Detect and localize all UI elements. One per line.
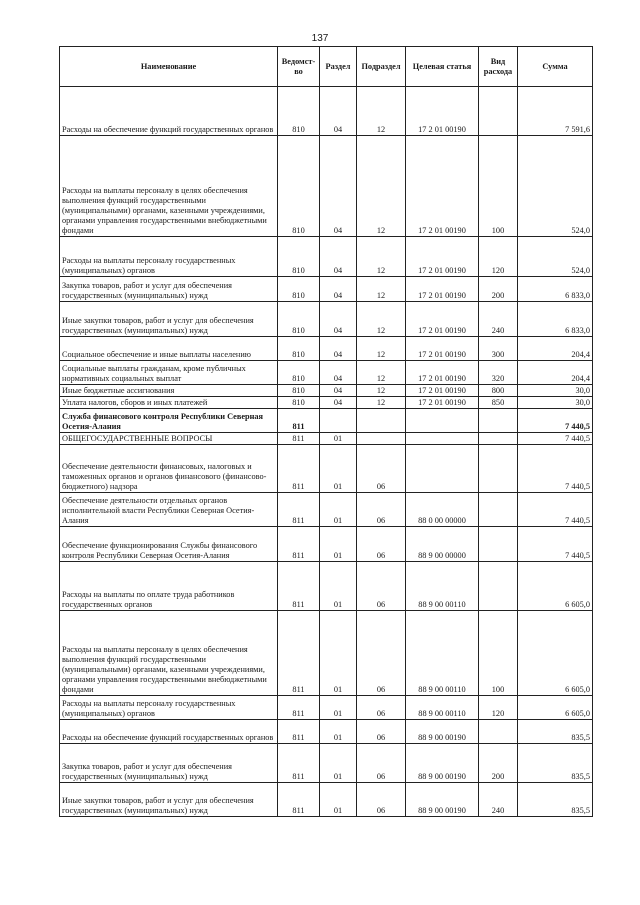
row-section: 04: [320, 237, 357, 277]
row-name: Расходы на выплаты персоналу государственных (муниципальных) органов: [60, 696, 278, 720]
table-row: [60, 744, 593, 783]
table-row: [60, 302, 593, 337]
row-kind: [479, 720, 518, 744]
row-dept: 811: [278, 611, 320, 696]
row-dept: 810: [278, 87, 320, 136]
row-kind: [479, 445, 518, 493]
row-name: Иные закупки товаров, работ и услуг для обеспечения государственных (муниципальных) нужд: [60, 302, 278, 337]
row-kind: [479, 562, 518, 611]
row-kind: 120: [479, 696, 518, 720]
row-sum: 6 605,0: [518, 562, 593, 611]
table-row: [60, 136, 593, 237]
row-kind: 300: [479, 337, 518, 361]
row-subsection: [357, 409, 406, 433]
table-row: [60, 783, 593, 817]
row-kind: 800: [479, 385, 518, 397]
table-row: [60, 87, 593, 136]
row-subsection: 12: [357, 337, 406, 361]
row-subsection: 12: [357, 397, 406, 409]
row-dept: 810: [278, 361, 320, 385]
row-section: 04: [320, 277, 357, 302]
page-number: 137: [311, 33, 329, 44]
row-target: 17 2 01 00190: [406, 337, 479, 361]
row-dept: 811: [278, 409, 320, 433]
row-subsection: 06: [357, 611, 406, 696]
row-kind: 850: [479, 397, 518, 409]
row-name: Расходы на выплаты персоналу в целях обеспечения выполнения функций государственными (муниципальными) органами, казенными учреждениями, органами управления государственными внебюджетными фондами: [60, 611, 278, 696]
row-section: 01: [320, 445, 357, 493]
header-target: Целевая статья: [406, 47, 479, 87]
row-section: 01: [320, 783, 357, 817]
row-kind: 240: [479, 783, 518, 817]
row-dept: 810: [278, 302, 320, 337]
row-dept: 811: [278, 562, 320, 611]
row-kind: [479, 409, 518, 433]
table-row: [60, 361, 593, 385]
row-sum: 204,4: [518, 361, 593, 385]
row-sum: 6 833,0: [518, 302, 593, 337]
row-subsection: 12: [357, 237, 406, 277]
row-kind: [479, 87, 518, 136]
row-name: Расходы на выплаты по оплате труда работников государственных органов: [60, 562, 278, 611]
row-sum: 7 440,5: [518, 527, 593, 562]
row-name: Расходы на выплаты персоналу государственных (муниципальных) органов: [60, 237, 278, 277]
table-row: [60, 385, 593, 397]
row-sum: 7 440,5: [518, 433, 593, 445]
row-section: 01: [320, 493, 357, 527]
row-subsection: 06: [357, 493, 406, 527]
row-name: Иные закупки товаров, работ и услуг для обеспечения государственных (муниципальных) нужд: [60, 783, 278, 817]
row-dept: 811: [278, 445, 320, 493]
row-target: 88 9 00 00110: [406, 696, 479, 720]
row-name: Расходы на обеспечение функций государственных органов: [60, 720, 278, 744]
row-target: [406, 445, 479, 493]
row-target: 17 2 01 00190: [406, 87, 479, 136]
row-dept: 811: [278, 783, 320, 817]
header-name: Наименование: [60, 47, 278, 87]
row-dept: 810: [278, 337, 320, 361]
row-subsection: 06: [357, 527, 406, 562]
row-name: Служба финансового контроля Республики Северная Осетия-Алания: [60, 409, 278, 433]
table-row: [60, 720, 593, 744]
budget-table: [59, 46, 593, 817]
row-name: Социальные выплаты гражданам, кроме публичных нормативных социальных выплат: [60, 361, 278, 385]
row-sum: 204,4: [518, 337, 593, 361]
row-subsection: [357, 433, 406, 445]
row-sum: 6 605,0: [518, 696, 593, 720]
row-section: 04: [320, 385, 357, 397]
header-kind: Вид расхода: [479, 47, 518, 87]
row-name: Иные бюджетные ассигнования: [60, 385, 278, 397]
row-kind: 200: [479, 277, 518, 302]
row-kind: 100: [479, 611, 518, 696]
row-subsection: 06: [357, 696, 406, 720]
row-subsection: 06: [357, 744, 406, 783]
row-dept: 811: [278, 744, 320, 783]
row-subsection: 06: [357, 720, 406, 744]
row-sum: 835,5: [518, 720, 593, 744]
table-row: [60, 562, 593, 611]
row-section: 04: [320, 136, 357, 237]
row-section: 04: [320, 397, 357, 409]
row-section: 01: [320, 433, 357, 445]
row-kind: 320: [479, 361, 518, 385]
row-dept: 811: [278, 433, 320, 445]
row-sum: 524,0: [518, 136, 593, 237]
table-row: [60, 445, 593, 493]
row-kind: [479, 527, 518, 562]
row-sum: 30,0: [518, 385, 593, 397]
row-section: 01: [320, 696, 357, 720]
row-target: 17 2 01 00190: [406, 136, 479, 237]
row-name: Закупка товаров, работ и услуг для обеспечения государственных (муниципальных) нужд: [60, 277, 278, 302]
row-dept: 810: [278, 397, 320, 409]
table-row: [60, 397, 593, 409]
row-section: 01: [320, 611, 357, 696]
row-subsection: 12: [357, 361, 406, 385]
row-name: Закупка товаров, работ и услуг для обеспечения государственных (муниципальных) нужд: [60, 744, 278, 783]
row-sum: 6 833,0: [518, 277, 593, 302]
row-target: 17 2 01 00190: [406, 385, 479, 397]
header-sum: Сумма: [518, 47, 593, 87]
table-row: [60, 237, 593, 277]
row-subsection: 06: [357, 445, 406, 493]
row-target: 17 2 01 00190: [406, 302, 479, 337]
row-sum: 835,5: [518, 744, 593, 783]
row-target: 17 2 01 00190: [406, 397, 479, 409]
row-target: 17 2 01 00190: [406, 361, 479, 385]
row-kind: 240: [479, 302, 518, 337]
table-header-row: [60, 47, 593, 87]
row-subsection: 06: [357, 562, 406, 611]
table-row: [60, 696, 593, 720]
row-dept: 810: [278, 136, 320, 237]
row-sum: 7 440,5: [518, 409, 593, 433]
row-section: 04: [320, 302, 357, 337]
row-kind: 100: [479, 136, 518, 237]
row-dept: 810: [278, 237, 320, 277]
row-kind: [479, 433, 518, 445]
row-target: 17 2 01 00190: [406, 237, 479, 277]
row-dept: 811: [278, 527, 320, 562]
row-target: [406, 409, 479, 433]
row-dept: 811: [278, 720, 320, 744]
row-target: 88 9 00 00190: [406, 744, 479, 783]
table-row: [60, 409, 593, 433]
table-row: [60, 337, 593, 361]
row-section: 01: [320, 744, 357, 783]
row-kind: [479, 493, 518, 527]
row-subsection: 12: [357, 385, 406, 397]
row-section: 01: [320, 527, 357, 562]
table-body: [60, 87, 593, 817]
row-name: Социальное обеспечение и иные выплаты населению: [60, 337, 278, 361]
row-dept: 811: [278, 493, 320, 527]
row-name: Обеспечение функционирования Службы финансового контроля Республики Северная Осетия-Алания: [60, 527, 278, 562]
row-name: Расходы на обеспечение функций государственных органов: [60, 87, 278, 136]
row-section: 01: [320, 562, 357, 611]
row-sum: 7 591,6: [518, 87, 593, 136]
row-sum: 524,0: [518, 237, 593, 277]
row-target: 88 0 00 00000: [406, 493, 479, 527]
row-section: 04: [320, 87, 357, 136]
table-row: [60, 527, 593, 562]
row-sum: 7 440,5: [518, 493, 593, 527]
row-target: 88 9 00 00110: [406, 562, 479, 611]
row-dept: 811: [278, 696, 320, 720]
row-target: 88 9 00 00190: [406, 720, 479, 744]
row-section: 01: [320, 720, 357, 744]
row-kind: 120: [479, 237, 518, 277]
row-name: Обеспечение деятельности финансовых, налоговых и таможенных органов и органов финансового (финансово-бюджетного) надзора: [60, 445, 278, 493]
row-subsection: 12: [357, 87, 406, 136]
row-subsection: 12: [357, 136, 406, 237]
row-target: 88 9 00 00190: [406, 783, 479, 817]
row-kind: 200: [479, 744, 518, 783]
row-subsection: 12: [357, 302, 406, 337]
row-subsection: 06: [357, 783, 406, 817]
header-dept: Ведомст-во: [278, 47, 320, 87]
table-row: [60, 611, 593, 696]
row-dept: 810: [278, 277, 320, 302]
row-subsection: 12: [357, 277, 406, 302]
row-target: [406, 433, 479, 445]
row-name: Уплата налогов, сборов и иных платежей: [60, 397, 278, 409]
row-section: 04: [320, 337, 357, 361]
row-target: 17 2 01 00190: [406, 277, 479, 302]
row-sum: 6 605,0: [518, 611, 593, 696]
row-sum: 30,0: [518, 397, 593, 409]
row-name: ОБЩЕГОСУДАРСТВЕННЫЕ ВОПРОСЫ: [60, 433, 278, 445]
table-row: [60, 433, 593, 445]
header-subsection: Подраздел: [357, 47, 406, 87]
table-row: [60, 493, 593, 527]
row-target: 88 9 00 00000: [406, 527, 479, 562]
table-row: [60, 277, 593, 302]
header-section: Раздел: [320, 47, 357, 87]
row-name: Расходы на выплаты персоналу в целях обеспечения выполнения функций государственными (муниципальными) органами, казенными учреждениями, органами управления государственными внебюджетными фондами: [60, 136, 278, 237]
row-name: Обеспечение деятельности отдельных органов исполнительной власти Республики Северная Осетия-Алания: [60, 493, 278, 527]
row-sum: 7 440,5: [518, 445, 593, 493]
row-target: 88 9 00 00110: [406, 611, 479, 696]
row-dept: 810: [278, 385, 320, 397]
row-section: [320, 409, 357, 433]
row-sum: 835,5: [518, 783, 593, 817]
row-section: 04: [320, 361, 357, 385]
